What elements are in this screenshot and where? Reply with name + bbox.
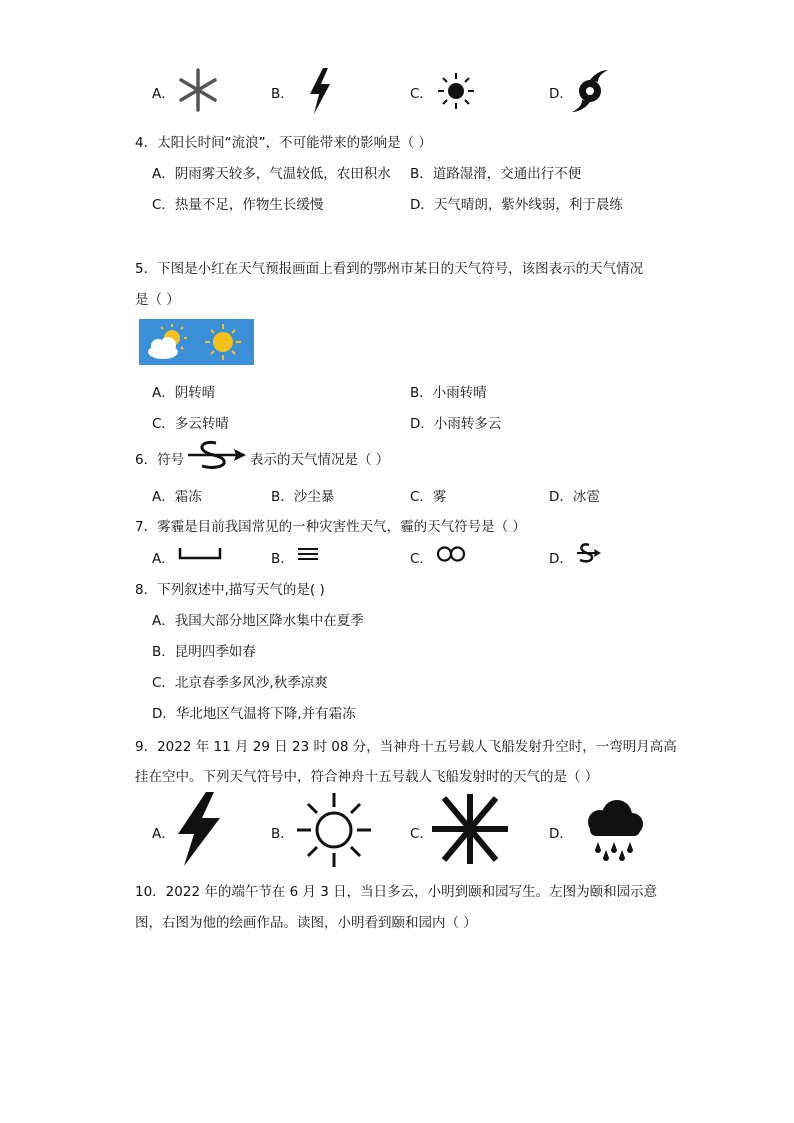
question-8-stem: 8．下列叙述中,描写天气的是( ) bbox=[135, 582, 325, 598]
q8-option-a: A．我国大部分地区降水集中在夏季 bbox=[152, 613, 364, 629]
lightning-icon bbox=[174, 792, 224, 866]
option-label: B． bbox=[271, 826, 294, 842]
question-5-stem: 5．下图是小红在天气预报画面上看到的鄂州市某日的天气符号，该图表示的天气情况 bbox=[135, 261, 644, 277]
lightning-icon bbox=[306, 68, 334, 114]
q8-option-d: D．华北地区气温将下降,并有霜冻 bbox=[152, 706, 356, 722]
option-label: D． bbox=[549, 86, 573, 102]
sandstorm-small-icon bbox=[575, 542, 601, 564]
question-4-stem: 4．太阳长时间“流浪”，不可能带来的影响是（ ） bbox=[135, 135, 432, 151]
q5-option-d: D．小雨转多云 bbox=[410, 416, 502, 432]
snow-icon bbox=[430, 792, 510, 866]
sun-icon bbox=[437, 72, 475, 110]
q4-option-c: C．热量不足，作物生长缓慢 bbox=[152, 197, 324, 213]
q5-option-a: A．阴转晴 bbox=[152, 385, 216, 401]
q6-option-b: B．沙尘暴 bbox=[271, 489, 335, 505]
question-10-stem: 10．2022 年的端午节在 6 月 3 日，当日多云，小明到颐和园写生。左图为颐和园示意 bbox=[135, 884, 658, 900]
option-label: A． bbox=[152, 551, 175, 567]
question-9-stem-cont: 挂在空中。下列天气符号中，符合神舟十五号载人飞船发射时的天气的是（ ） bbox=[135, 769, 599, 785]
snow-icon bbox=[176, 68, 220, 112]
sunny-icon bbox=[296, 792, 372, 868]
question-5-stem-cont: 是（ ） bbox=[135, 292, 180, 308]
q8-option-b: B．昆明四季如春 bbox=[152, 644, 256, 660]
option-label: D． bbox=[549, 826, 573, 842]
q4-option-a: A．阴雨雾天较多，气温较低，农田积水 bbox=[152, 166, 391, 182]
question-6-stem-prefix: 6．符号 bbox=[135, 452, 185, 468]
weather-forecast-image bbox=[139, 319, 254, 365]
q4-option-b: B．道路湿滑，交通出行不便 bbox=[410, 166, 582, 182]
q6-option-c: C．雾 bbox=[410, 489, 447, 505]
question-9-stem: 9．2022 年 11 月 29 日 23 时 08 分，当神舟十五号载人飞船发射升空时，一弯明月高高 bbox=[135, 739, 677, 755]
q6-option-d: D．冰雹 bbox=[549, 489, 600, 505]
rain-icon bbox=[584, 800, 646, 862]
typhoon-icon bbox=[570, 68, 610, 112]
sandstorm-symbol-icon bbox=[186, 440, 246, 470]
q6-option-a: A．霜冻 bbox=[152, 489, 202, 505]
option-label: B． bbox=[271, 86, 294, 102]
option-label: D． bbox=[549, 551, 573, 567]
q8-option-c: C．北京春季多风沙,秋季凉爽 bbox=[152, 675, 328, 691]
haze-symbol-icon bbox=[436, 546, 466, 562]
q5-option-b: B．小雨转晴 bbox=[410, 385, 487, 401]
question-10-stem-cont: 图，右图为他的绘画作品。读图，小明看到颐和园内（ ） bbox=[135, 915, 477, 931]
q4-option-d: D．天气晴朗，紫外线弱，利于晨练 bbox=[410, 197, 623, 213]
option-label: A． bbox=[152, 86, 175, 102]
option-label: C． bbox=[410, 551, 433, 567]
option-label: C． bbox=[410, 86, 433, 102]
option-label: B． bbox=[271, 551, 294, 567]
frost-symbol-icon bbox=[178, 546, 222, 560]
question-7-stem: 7．雾霾是目前我国常见的一种灾害性天气，霾的天气符号是（ ） bbox=[135, 519, 526, 535]
fog-symbol-icon bbox=[297, 547, 319, 561]
option-label: C． bbox=[410, 826, 433, 842]
question-6-stem-suffix: 表示的天气情况是（ ） bbox=[250, 452, 390, 468]
q5-option-c: C．多云转晴 bbox=[152, 416, 229, 432]
option-label: A． bbox=[152, 826, 175, 842]
